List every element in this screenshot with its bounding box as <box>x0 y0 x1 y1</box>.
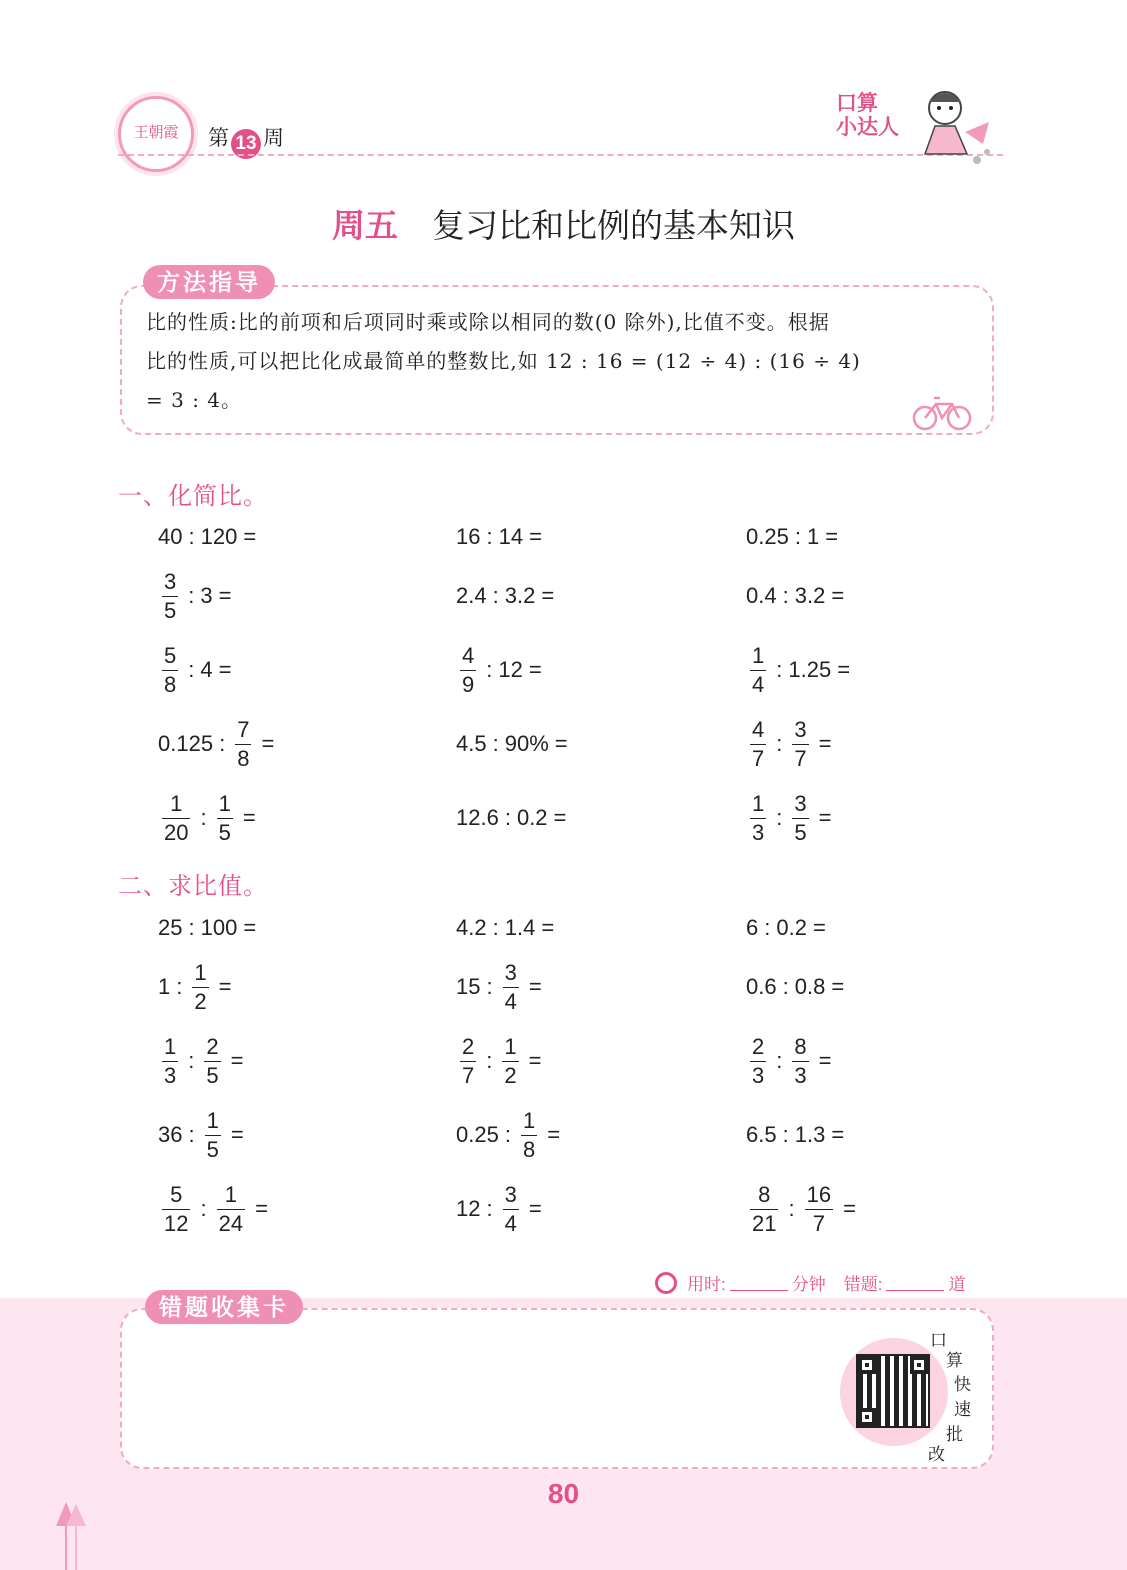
fraction <box>217 791 233 846</box>
fraction-bar <box>162 670 178 671</box>
ratio-problem <box>746 717 837 772</box>
numerator: 1 <box>194 959 207 985</box>
equals-sign: = <box>831 974 845 999</box>
numerator: 1 <box>504 1033 517 1059</box>
term: 4.5 <box>456 731 487 756</box>
term: 100 <box>200 915 238 940</box>
denominator: 7 <box>752 745 765 771</box>
ratio-problem <box>746 1182 862 1237</box>
numerator: 3 <box>794 790 807 816</box>
term: 16 <box>456 524 481 549</box>
fraction <box>502 1034 518 1089</box>
equals-sign: = <box>837 657 851 682</box>
fraction <box>521 1108 537 1163</box>
week-suffix: 周 <box>263 127 284 150</box>
page-number: 80 <box>547 1478 580 1509</box>
ratio-colon: : <box>486 1048 493 1073</box>
ratio-problem <box>456 643 548 698</box>
equals-sign: = <box>831 583 845 608</box>
denominator: 3 <box>752 1062 765 1088</box>
fraction <box>792 791 808 846</box>
fraction-bar <box>205 1135 221 1136</box>
ratio-colon: : <box>776 657 783 682</box>
publisher-logo <box>118 96 194 172</box>
fraction-bar <box>750 818 766 819</box>
ratio-colon: : <box>504 805 511 830</box>
equals-sign: = <box>529 524 542 549</box>
fraction <box>750 1182 778 1237</box>
ratio-colon: : <box>188 1122 195 1147</box>
method-guide-text <box>146 303 970 420</box>
qr-caption-4: 速 <box>954 1400 971 1419</box>
equals-sign: = <box>825 524 839 549</box>
denominator: 12 <box>164 1210 189 1236</box>
denominator: 7 <box>812 1210 825 1236</box>
qr-caption-2: 算 <box>946 1351 963 1370</box>
term: 0.125 <box>158 731 214 756</box>
equals-sign: = <box>255 1196 268 1221</box>
equals-sign: = <box>230 1048 244 1073</box>
fraction-bar <box>750 1061 766 1062</box>
term: 3.2 <box>794 583 826 608</box>
numerator: 2 <box>462 1033 475 1059</box>
arrow-decoration <box>52 1500 92 1570</box>
ratio-problem <box>456 960 548 1015</box>
ratio-colon: : <box>200 1196 207 1221</box>
term: 0.2 <box>776 915 807 940</box>
fraction <box>162 1034 178 1089</box>
numerator: 2 <box>752 1033 765 1059</box>
fraction-bar <box>460 670 476 671</box>
ratio-problem <box>158 1108 250 1163</box>
ratio-colon: : <box>188 915 195 940</box>
fraction <box>460 643 476 698</box>
term: 12 <box>498 657 523 682</box>
denominator: 21 <box>752 1210 777 1236</box>
ratio-problem <box>158 717 280 772</box>
numerator: 1 <box>218 790 231 816</box>
ratio-colon: : <box>764 915 771 940</box>
numerator: 3 <box>164 568 177 594</box>
term: 3 <box>200 583 213 608</box>
denominator: 5 <box>206 1136 219 1162</box>
numerator: 1 <box>752 642 765 668</box>
ratio-problem <box>456 1182 548 1237</box>
term: 40 <box>158 524 183 549</box>
errors-unit: 道 <box>948 1275 966 1294</box>
errors-label: 错题: <box>843 1275 883 1294</box>
bicycle-icon <box>912 392 972 432</box>
ratio-colon: : <box>176 974 183 999</box>
denominator: 7 <box>794 745 807 771</box>
denominator: 24 <box>218 1210 244 1236</box>
numerator: 1 <box>752 790 765 816</box>
mascot-illustration <box>905 82 997 168</box>
fraction-bar <box>750 744 766 745</box>
term: 0.4 <box>746 583 777 608</box>
numerator: 1 <box>170 790 183 816</box>
fraction <box>162 569 178 624</box>
denominator: 8 <box>522 1136 536 1162</box>
denominator: 5 <box>164 597 177 623</box>
qr-caption-6: 改 <box>928 1445 945 1464</box>
term: 2.4 <box>456 583 487 608</box>
fraction-bar <box>521 1135 537 1136</box>
ratio-problem <box>456 524 548 550</box>
term: 12 <box>456 1196 481 1221</box>
equals-sign: = <box>547 1122 561 1147</box>
term: 1 <box>806 524 820 549</box>
numerator: 3 <box>504 959 517 985</box>
denominator: 7 <box>462 1062 475 1088</box>
ratio-colon: : <box>486 1196 493 1221</box>
numerator: 3 <box>794 716 807 742</box>
fraction-bar <box>792 1061 808 1062</box>
equals-sign: = <box>218 974 232 999</box>
ratio-colon: : <box>492 731 499 756</box>
numerator: 3 <box>504 1181 517 1207</box>
fraction <box>204 1034 220 1089</box>
fraction-bar <box>750 670 766 671</box>
denominator: 4 <box>504 1210 517 1236</box>
ratio-colon: : <box>188 1048 195 1073</box>
ratio-problem <box>456 583 560 609</box>
title-day: 周五 <box>332 207 398 244</box>
fraction-bar <box>503 987 519 988</box>
numerator: 8 <box>794 1033 807 1059</box>
fraction-bar <box>750 1209 778 1210</box>
equals-sign: = <box>818 731 832 756</box>
fraction <box>162 643 178 698</box>
fraction <box>750 643 766 698</box>
denominator: 3 <box>794 1062 807 1088</box>
ratio-problem <box>158 524 262 550</box>
numerator: 1 <box>522 1107 536 1133</box>
denominator: 3 <box>164 1062 177 1088</box>
section-1-heading: 一、化简比。 <box>118 483 268 510</box>
equals-sign: = <box>528 1048 542 1073</box>
error-card-tag: 错题收集卡 <box>145 1290 303 1324</box>
fraction-bar <box>162 818 190 819</box>
numerator: 8 <box>758 1181 771 1207</box>
ratio-colon: : <box>504 1122 511 1147</box>
timer-line <box>655 1270 965 1295</box>
denominator: 20 <box>164 819 189 845</box>
fraction-bar <box>217 818 233 819</box>
ratio-problem <box>456 731 574 757</box>
ratio-problem <box>158 1182 274 1237</box>
ratio-problem <box>158 1034 249 1089</box>
fraction-bar <box>792 818 808 819</box>
fraction <box>235 717 251 772</box>
brand-line-1: 口算 <box>836 92 878 115</box>
numerator: 1 <box>164 1033 177 1059</box>
ratio-problem <box>456 1108 566 1163</box>
term: 6.5 <box>746 1122 777 1147</box>
term: 1.3 <box>794 1122 826 1147</box>
ratio-colon: : <box>782 1122 789 1147</box>
fraction <box>162 1182 190 1237</box>
fraction <box>460 1034 476 1089</box>
ratio-problem <box>746 524 844 550</box>
ratio-colon: : <box>794 524 801 549</box>
ratio-colon: : <box>188 583 195 608</box>
equals-sign: = <box>818 805 832 830</box>
qr-code-icon[interactable] <box>858 1356 928 1426</box>
fraction-bar <box>503 1209 519 1210</box>
term: 90% <box>504 731 549 756</box>
ratio-problem <box>456 1034 547 1089</box>
fraction-bar <box>162 1209 190 1210</box>
ratio-problem <box>746 915 832 941</box>
title-topic: 复习比和比例的基本知识 <box>432 207 795 244</box>
term: 4.2 <box>456 915 487 940</box>
fraction <box>205 1108 221 1163</box>
time-unit: 分钟 <box>791 1275 826 1294</box>
header-divider <box>118 154 1003 156</box>
brand-line-2: 小达人 <box>836 116 899 139</box>
ratio-problem <box>158 915 262 941</box>
fraction <box>750 1034 766 1089</box>
ratio-colon: : <box>776 805 783 830</box>
denominator: 5 <box>218 819 231 845</box>
fraction <box>162 791 190 846</box>
term: 1.4 <box>504 915 536 940</box>
brand-logo <box>836 92 902 144</box>
method-line-1: 比的性质:比的前项和后项同时乘或除以相同的数(0 除外),比值不变。根据 <box>146 310 830 334</box>
numerator: 16 <box>806 1181 832 1207</box>
fraction-bar <box>217 1209 245 1210</box>
ratio-colon: : <box>776 731 783 756</box>
denominator: 5 <box>794 819 807 845</box>
term: 0.6 <box>746 974 777 999</box>
ratio-colon: : <box>782 974 789 999</box>
method-guide-tag: 方法指导 <box>143 265 275 299</box>
fraction-bar <box>162 1061 178 1062</box>
ratio-problem <box>158 643 237 698</box>
ratio-problem <box>158 791 262 846</box>
equals-sign: = <box>818 1048 832 1073</box>
fraction <box>805 1182 833 1237</box>
ratio-problem <box>746 974 850 1000</box>
fraction-bar <box>792 744 808 745</box>
equals-sign: = <box>218 657 232 682</box>
term: 14 <box>498 524 524 549</box>
page-header <box>0 0 1127 175</box>
ratio-problem <box>746 1034 837 1089</box>
qr-caption-1: 口 <box>930 1331 947 1350</box>
equals-sign: = <box>843 1196 856 1221</box>
ratio-colon: : <box>782 583 789 608</box>
equals-sign: = <box>243 524 257 549</box>
fraction-bar <box>162 596 178 597</box>
section-2-heading: 二、求比值。 <box>118 873 268 900</box>
fraction-bar <box>805 1209 833 1210</box>
numerator: 7 <box>237 716 250 742</box>
ratio-colon: : <box>492 583 499 608</box>
equals-sign: = <box>541 915 555 940</box>
fraction <box>217 1182 245 1237</box>
denominator: 8 <box>164 671 177 697</box>
equals-sign: = <box>553 805 567 830</box>
fraction <box>503 1182 519 1237</box>
equals-sign: = <box>554 731 568 756</box>
qr-caption-5: 批 <box>946 1425 963 1444</box>
equals-sign: = <box>528 974 542 999</box>
numerator: 1 <box>224 1181 237 1207</box>
equals-sign: = <box>230 1122 244 1147</box>
ratio-colon: : <box>200 805 207 830</box>
ratio-problem <box>158 569 237 624</box>
fraction-bar <box>204 1061 220 1062</box>
ratio-problem <box>456 805 572 831</box>
term: 12.6 <box>456 805 499 830</box>
ratio-colon: : <box>492 915 499 940</box>
ratio-problem <box>158 960 237 1015</box>
fraction <box>792 1034 808 1089</box>
ratio-colon: : <box>188 657 195 682</box>
ratio-colon: : <box>219 731 226 756</box>
errors-blank[interactable] <box>886 1274 944 1291</box>
term: 0.8 <box>794 974 826 999</box>
week-number-badge: 13 <box>231 129 261 159</box>
time-label: 用时: <box>687 1275 726 1294</box>
denominator: 2 <box>194 988 207 1014</box>
ratio-colon: : <box>486 974 493 999</box>
fraction <box>750 717 766 772</box>
numerator: 5 <box>170 1181 183 1207</box>
method-line-3: = 3 : 4。 <box>146 388 243 412</box>
ratio-colon: : <box>486 524 493 549</box>
denominator: 2 <box>504 1062 517 1088</box>
denominator: 5 <box>206 1062 219 1088</box>
ratio-problem <box>746 583 850 609</box>
fraction-bar <box>235 744 251 745</box>
ratio-problem <box>746 791 837 846</box>
ratio-colon: : <box>776 1048 783 1073</box>
fraction-bar <box>192 987 208 988</box>
fraction-bar <box>502 1061 518 1062</box>
stopwatch-icon <box>655 1272 677 1294</box>
numerator: 5 <box>164 642 177 668</box>
equals-sign: = <box>528 1196 542 1221</box>
term: 1 <box>158 974 171 999</box>
time-blank[interactable] <box>730 1274 788 1291</box>
qr-caption-3: 快 <box>954 1375 971 1394</box>
numerator: 4 <box>752 716 765 742</box>
numerator: 1 <box>206 1107 219 1133</box>
term: 0.25 <box>746 524 789 549</box>
week-prefix: 第 <box>208 127 229 150</box>
logo-text: 王朝霞 <box>133 123 179 141</box>
method-line-2: 比的性质,可以把比化成最简单的整数比,如 12 : 16 = (12 ÷ 4) : (16 ÷ 4) <box>146 349 861 373</box>
term: 0.25 <box>456 1122 499 1147</box>
page-title <box>0 200 1127 247</box>
fraction <box>792 717 808 772</box>
term: 15 <box>456 974 481 999</box>
term: 4 <box>200 657 213 682</box>
ratio-colon: : <box>486 657 493 682</box>
equals-sign: = <box>218 583 232 608</box>
term: 36 <box>158 1122 183 1147</box>
denominator: 4 <box>504 988 517 1014</box>
equals-sign: = <box>261 731 275 756</box>
denominator: 4 <box>752 671 765 697</box>
equals-sign: = <box>243 915 257 940</box>
equals-sign: = <box>831 1122 845 1147</box>
ratio-problem <box>746 643 856 698</box>
fraction <box>192 960 208 1015</box>
term: 120 <box>200 524 238 549</box>
numerator: 2 <box>206 1033 219 1059</box>
denominator: 3 <box>752 819 765 845</box>
ratio-colon: : <box>788 1196 795 1221</box>
ratio-problem <box>456 915 560 941</box>
term: 1.25 <box>788 657 832 682</box>
fraction-bar <box>460 1061 476 1062</box>
equals-sign: = <box>242 805 256 830</box>
ratio-colon: : <box>188 524 195 549</box>
term: 3.2 <box>504 583 536 608</box>
equals-sign: = <box>528 657 542 682</box>
denominator: 9 <box>462 671 475 697</box>
ratio-problem <box>746 1122 850 1148</box>
numerator: 4 <box>462 642 475 668</box>
term: 0.2 <box>516 805 548 830</box>
fraction <box>750 791 766 846</box>
denominator: 8 <box>237 745 250 771</box>
equals-sign: = <box>812 915 826 940</box>
fraction <box>503 960 519 1015</box>
equals-sign: = <box>541 583 555 608</box>
term: 25 <box>158 915 183 940</box>
term: 6 <box>746 915 759 940</box>
